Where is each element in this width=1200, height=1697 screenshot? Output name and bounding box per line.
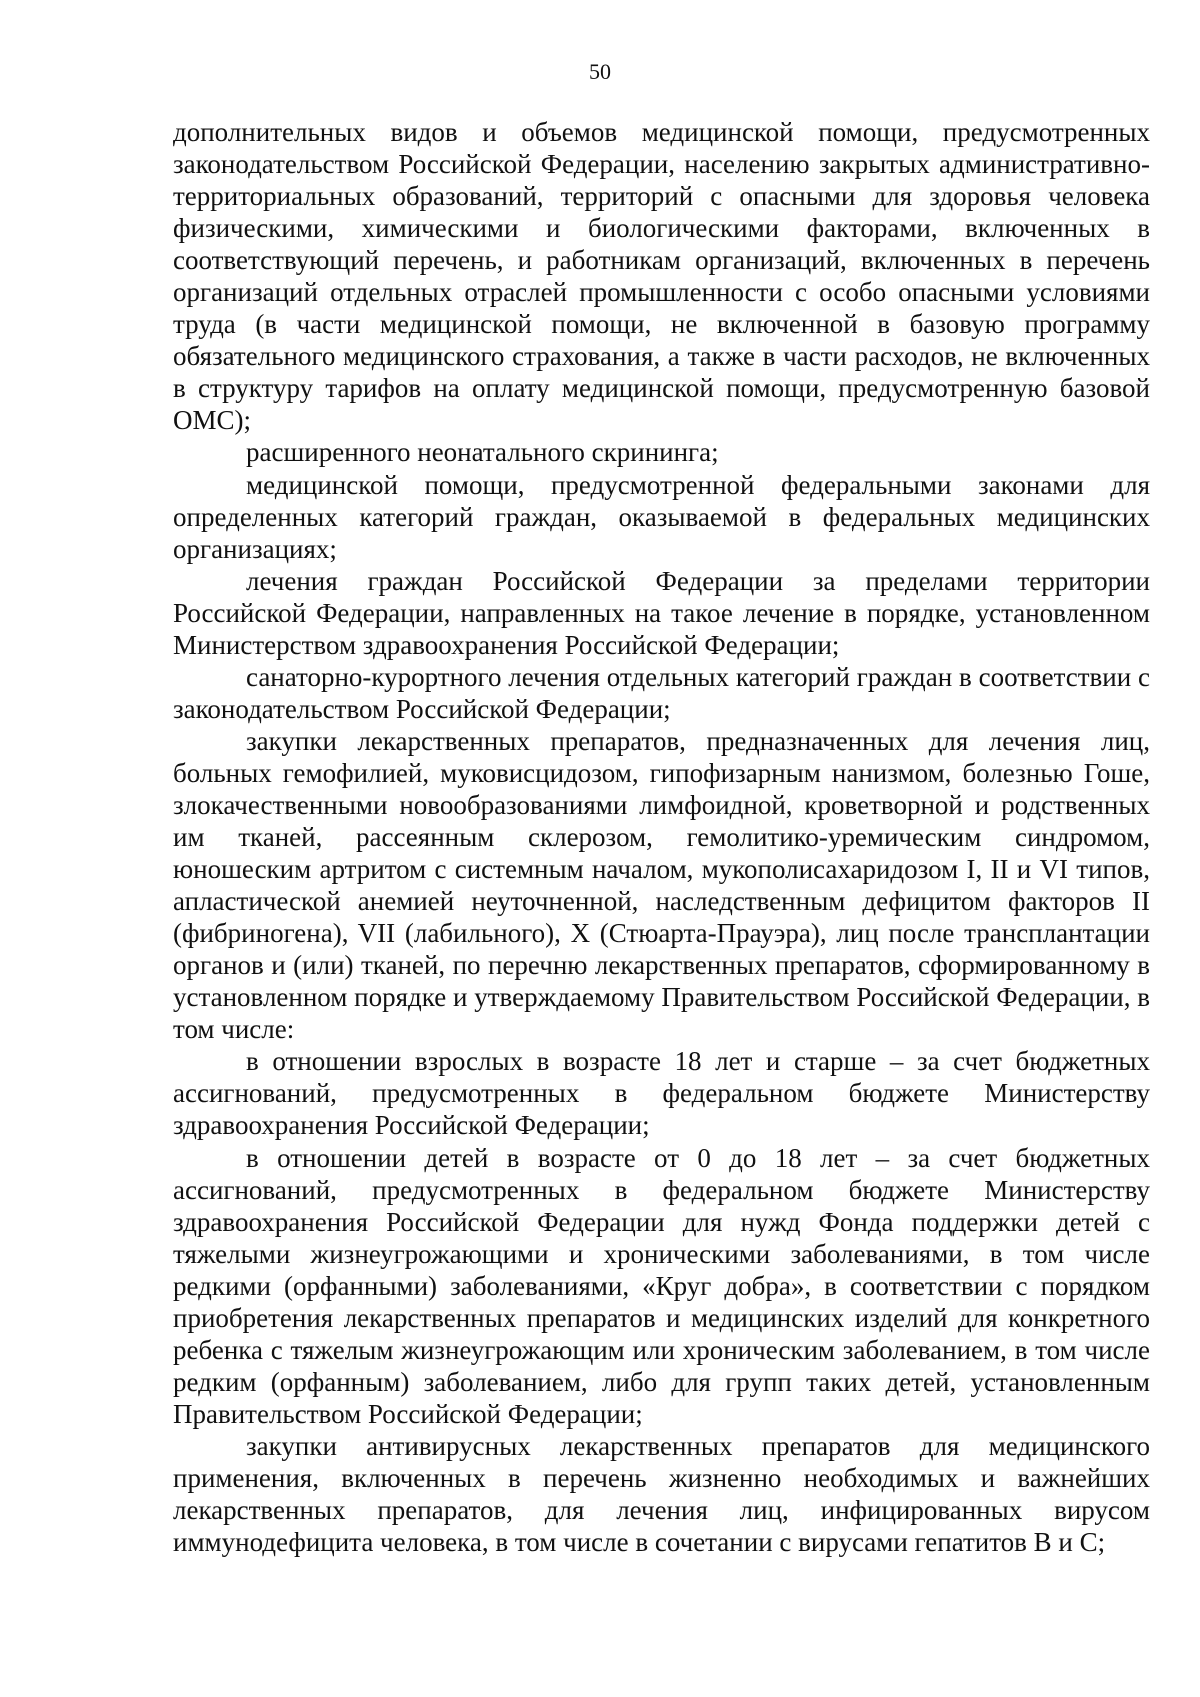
paragraph: санаторно-курортного лечения отдельных категорий граждан в соответствии с законодательством Российской Федерации; [173,661,1150,724]
paragraph: расширенного неонатального скрининга; [246,437,719,468]
page-number: 50 [589,59,611,84]
paragraph: закупки лекарственных препаратов, предназначенных для лечения лиц, больных гемофилией, муковисцидозом, гипофизарным нанизмом, болезнью Гоше, злокачественными новообразованиями лимфоидной, кроветворной и родственных им тканей, рассеянным склерозом, гемолитико-уремическим синдромом, юношеским артритом с системным началом, мукополисахаридозом I, II и VI типов, апластической анемией неуточненной, наследственным дефицитом факторов II (фибриногена), VII (лабильного), X (Стюарта-Прауэра), лиц после трансплантации органов и (или) тканей, по перечню лекарственных препаратов, сформированному в установленном порядке и утверждаемому Правительством Российской Федерации, в том числе: [173,725,1150,1045]
paragraph: лечения граждан Российской Федерации за пределами территории Российской Федерации, направленных на такое лечение в порядке, установленном Министерством здравоохранения Российской Федерации; [173,565,1150,660]
paragraph: в отношении взрослых в возрасте 18 лет и старше – за счет бюджетных ассигнований, предусмотренных в федеральном бюджете Министерству здравоохранения Российской Федерации; [173,1046,1150,1141]
document-body [173,116,1150,1558]
paragraph: в отношении детей в возрасте от 0 до 18 лет – за счет бюджетных ассигнований, предусмотренных в федеральном бюджете Министерству здравоохранения Российской Федерации для нужд Фонда поддержки детей с тяжелыми жизнеугрожающими и хроническими заболеваниями, в том числе редкими (орфанными) заболеваниями, «Круг добра», в соответствии с порядком приобретения лекарственных препаратов и медицинских изделий для конкретного ребенка с тяжелым жизнеугрожающим или хроническим заболеванием, в том числе редким (орфанным) заболеванием, либо для групп таких детей, установленным Правительством Российской Федерации; [173,1142,1150,1429]
paragraph: закупки антивирусных лекарственных препаратов для медицинского применения, включенных в перечень жизненно необходимых и важнейших лекарственных препаратов, для лечения лиц, инфицированных вирусом иммунодефицита человека, в том числе в сочетании с вирусами гепатитов B и C; [173,1430,1150,1558]
paragraph-continuation: дополнительных видов и объемов медицинской помощи, предусмотренных законодательством Российской Федерации, населению закрытых административно-территориальных образований, территорий с опасными для здоровья человека физическими, химическими и биологическими факторами, включенных в соответствующий перечень, и работникам организаций, включенных в перечень организаций отдельных отраслей промышленности с особо опасными условиями труда (в части медицинской помощи, не включенной в базовую программу обязательного медицинского страхования, а также в части расходов, не включенных в структуру тарифов на оплату медицинской помощи, предусмотренную базовой ОМС); [173,117,1150,436]
paragraph: медицинской помощи, предусмотренной федеральными законами для определенных категорий граждан, оказываемой в федеральных медицинских организациях; [173,469,1150,564]
